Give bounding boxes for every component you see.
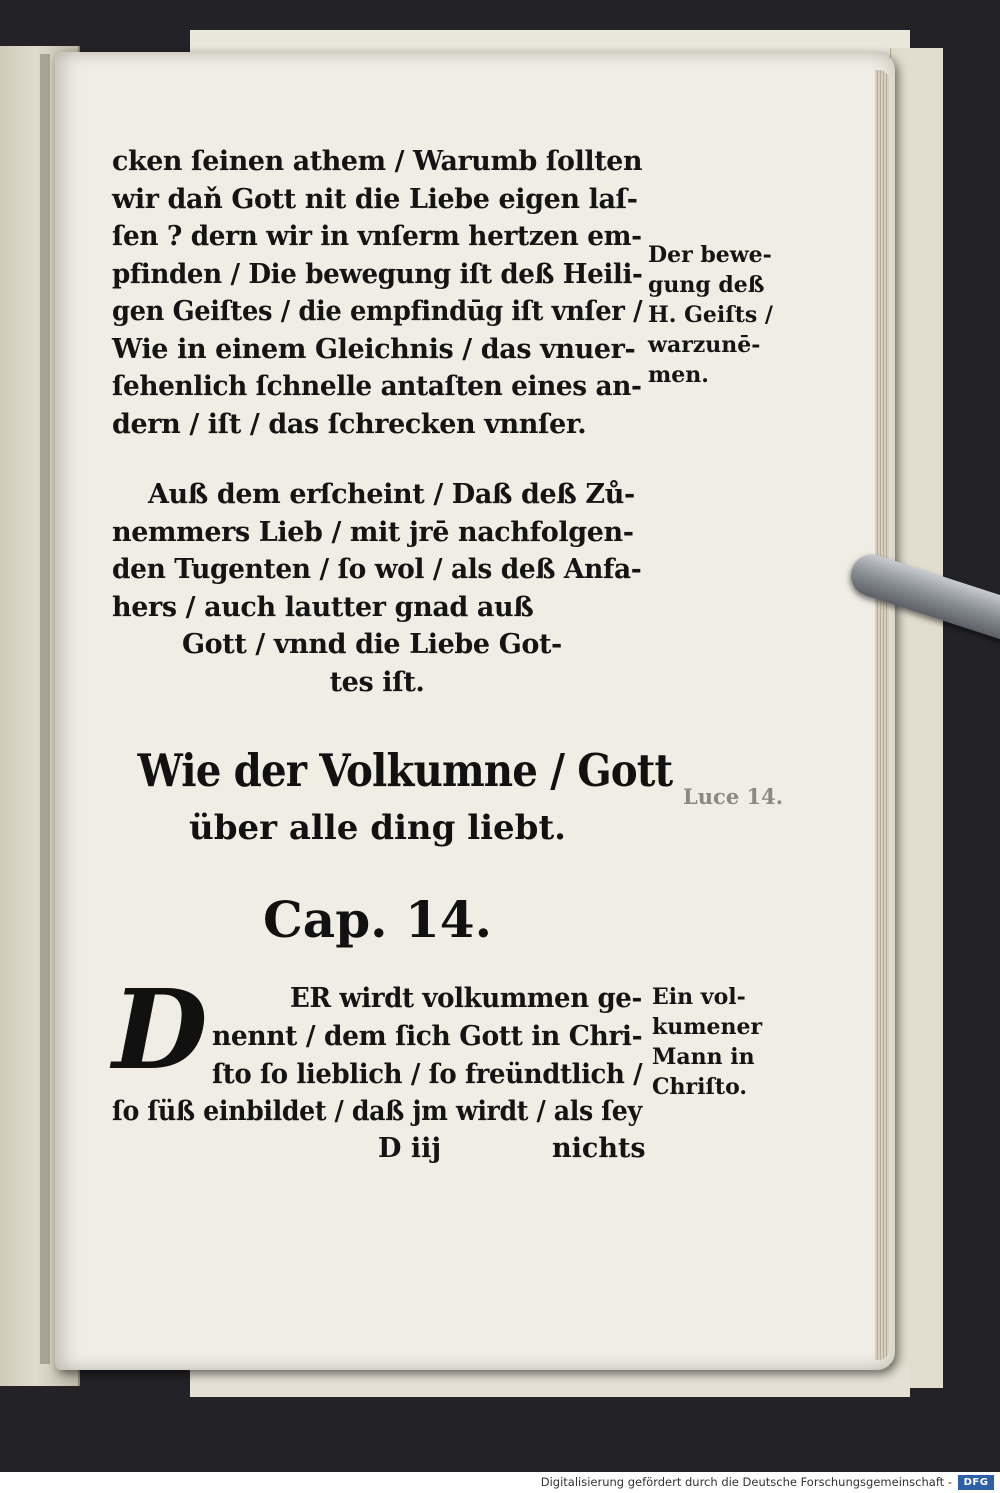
marginal-note-1 (648, 240, 773, 390)
marginal-line: men. (648, 362, 709, 388)
text-line: Wie in einem Gleichnis / das vnuer- (112, 333, 636, 365)
text-line: nennt / dem ſich Gott in Chri- (212, 1021, 643, 1052)
marginal-line: H. Geiſts / (648, 302, 773, 328)
marginal-note-2 (652, 982, 762, 1102)
marginal-reference: Luce 14. (683, 784, 784, 809)
text-line: gen Geiſtes / die empfindūg iſt vnſer / (112, 296, 643, 327)
footer-bar (0, 1472, 1000, 1493)
marginal-line: Der bewe- (648, 242, 772, 268)
marginal-line: warzunē- (648, 332, 761, 358)
text-line: tes iſt. (329, 666, 425, 698)
text-line: den Tugenten / ſo wol / als deß Anfa- (112, 554, 642, 585)
marginal-line: Ein vol- (652, 984, 746, 1010)
text-line: ſehenlich ſchnelle antaſten eines an- (112, 371, 642, 402)
text-line: Gott / vnnd die Liebe Got- (182, 629, 562, 660)
funding-notice: Digitalisierung gefördert durch die Deutsche Forschungsgemeinschaft - (540, 1475, 952, 1489)
dfg-logo: DFG (958, 1475, 994, 1490)
page-edges (875, 70, 889, 1360)
text-line: ſen ? dern wir in vnſerm hertzen em- (112, 221, 642, 252)
text-line: dern / iſt / das ſchrecken vnnſer. (112, 408, 587, 440)
text-line: nemmers Lieb / mit jrē nachfolgen- (112, 516, 634, 548)
marginal-line: Mann in (652, 1044, 755, 1070)
marginal-line: Chriſto. (652, 1074, 748, 1100)
text-line: wir daň Gott nit die Liebe eigen laſ- (112, 183, 638, 215)
text-line: hers / auch lautter gnad auß (112, 591, 534, 623)
marginal-line: gung deß (648, 272, 765, 298)
text-line: cken ſeinen athem / Warumb ſollten (112, 146, 643, 177)
paragraph-3-continued (112, 1093, 642, 1131)
heading-line-2: über alle ding liebt. (188, 808, 566, 848)
text-line: Auß dem erſcheint / Daß deß Zů- (148, 479, 635, 510)
paragraph-3-inset (212, 1018, 642, 1093)
drop-cap: D (112, 965, 208, 1094)
text-line: ſto ſo lieblich / ſo freündtlich / (212, 1058, 643, 1090)
underlying-page-right (890, 48, 943, 1388)
text-line: pfinden / Die bewegung iſt deß Heili- (112, 258, 643, 290)
signature-mark: D iij (378, 1133, 442, 1164)
catchword: nichts (552, 1133, 646, 1164)
paragraph-3-first-line (290, 980, 642, 1018)
paragraph-2 (112, 476, 642, 701)
text-line: ſo ſüß einbildet / daß jm wirdt / als ſey (112, 1096, 642, 1127)
paragraph-1 (112, 143, 642, 443)
chapter-number: Cap. 14. (263, 890, 492, 949)
marginal-line: kumener (652, 1014, 763, 1040)
heading-line-1: Wie der Volkumne / Gott (137, 744, 673, 797)
chapter-heading (110, 740, 673, 854)
text-line: ER wirdt volkummen ge- (290, 983, 642, 1014)
book-spine-strip (40, 54, 50, 1364)
